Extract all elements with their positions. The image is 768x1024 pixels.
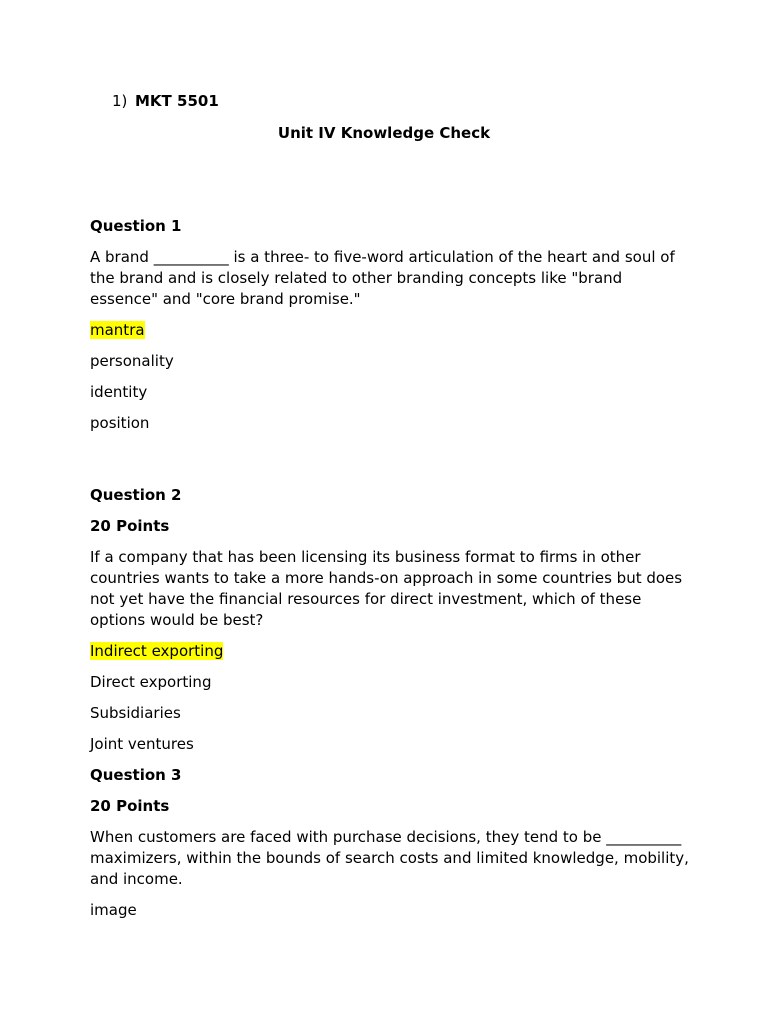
course-code: MKT 5501 [135, 92, 219, 110]
page-title [0, 123, 768, 144]
question-prompt: A brand __________ is a three- to five-word articulation of the heart and soul of the brand and is closely related to other branding concepts like "brand essence" and "core brand promise." [90, 248, 675, 308]
questions-content [90, 216, 690, 931]
course-line [112, 91, 219, 112]
answer-option: Joint ventures [90, 735, 194, 753]
answer-option: personality [90, 352, 174, 370]
spacer [90, 444, 690, 485]
question-prompt: If a company that has been licensing its business format to firms in other countries wants to take a more hands-on approach in some countries but does not yet have the financial resources for direct investment, which of these options would be best? [90, 548, 683, 629]
answer-option: Direct exporting [90, 673, 212, 691]
question-1 [90, 216, 690, 434]
question-points: 20 Points [90, 797, 170, 815]
question-3 [90, 765, 690, 921]
answer-option: image [90, 901, 137, 919]
answer-option-selected: Indirect exporting [90, 642, 224, 660]
list-number: 1) [112, 92, 128, 110]
answer-option: identity [90, 383, 148, 401]
answer-option-selected: mantra [90, 321, 145, 339]
question-2 [90, 485, 690, 755]
question-heading: Question 1 [90, 217, 182, 235]
document-title: Unit IV Knowledge Check [277, 124, 491, 142]
question-prompt: When customers are faced with purchase decisions, they tend to be __________ maximizers, within the bounds of search costs and limited knowledge, mobility, and income. [90, 828, 689, 888]
question-heading: Question 3 [90, 766, 182, 784]
question-points: 20 Points [90, 517, 170, 535]
question-heading: Question 2 [90, 486, 182, 504]
answer-option: Subsidiaries [90, 704, 181, 722]
answer-option: position [90, 414, 150, 432]
